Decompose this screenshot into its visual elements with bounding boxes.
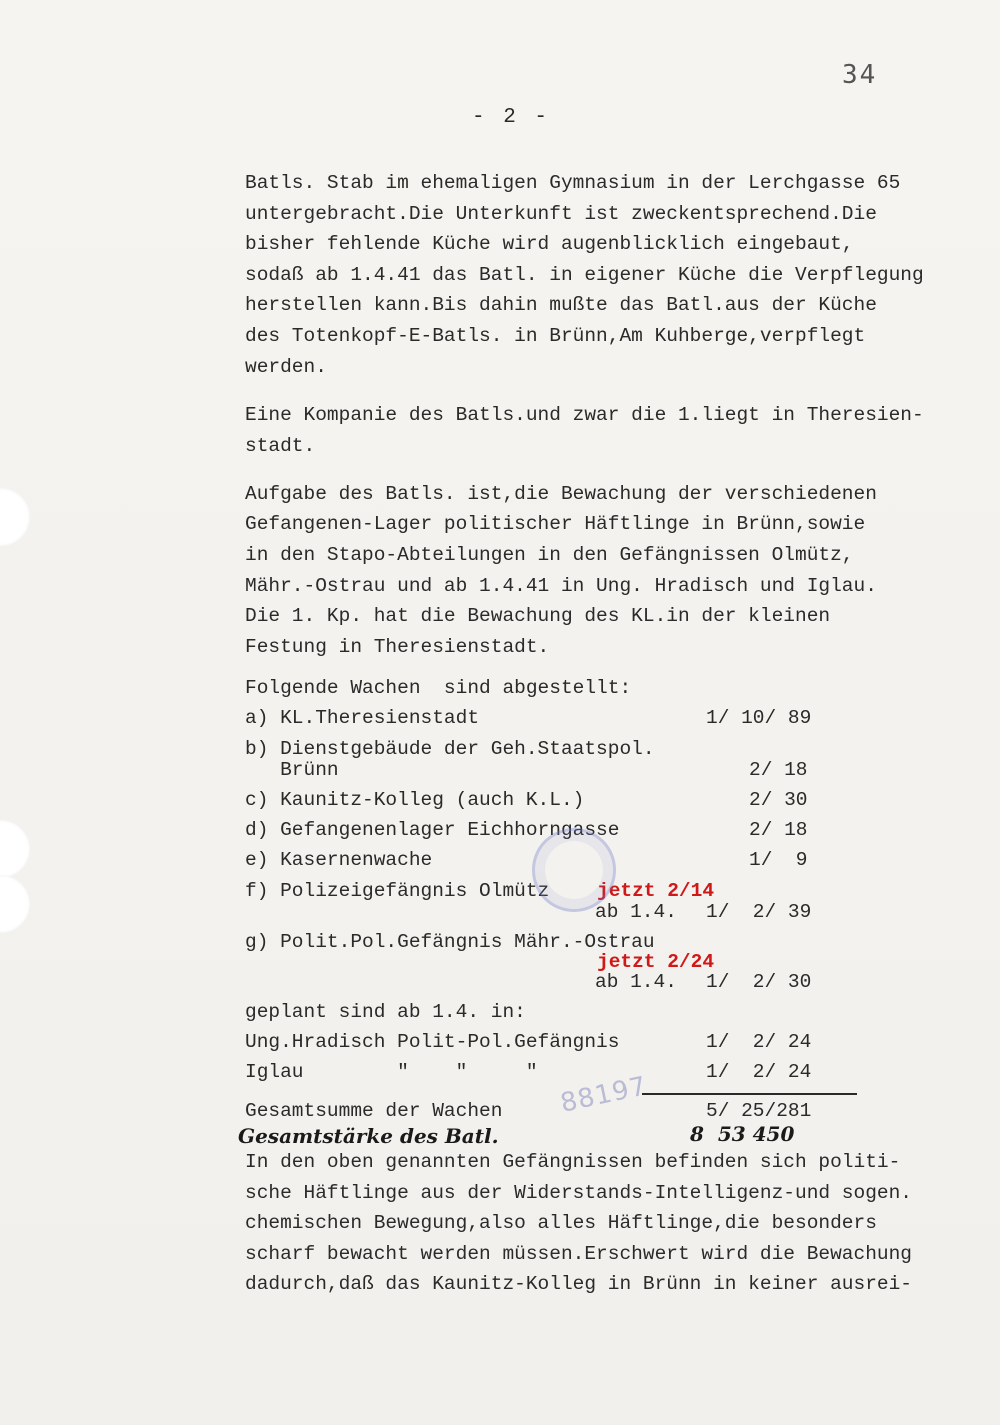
text-line: Die 1. Kp. hat die Bewachung des KL.in der kleinen xyxy=(245,605,831,627)
planned-label: Iglau " " " xyxy=(245,1061,538,1083)
handwritten-correction: jetzt 2/14 xyxy=(597,880,715,902)
handwritten-correction: jetzt 2/24 xyxy=(597,951,715,973)
guard-label: g) Polit.Pol.Gefängnis Mähr.-Ostrau xyxy=(245,931,655,953)
archive-stamp xyxy=(532,828,616,912)
text-line: Batls. Stab im ehemaligen Gymnasium in der Lerchgasse 65 xyxy=(245,172,901,194)
handwritten-total: 8 53 450 xyxy=(690,1122,795,1146)
text-line: bisher fehlende Küche wird augenblicklich eingebaut, xyxy=(245,233,854,255)
guard-label: d) Gefangenenlager Eichhorngasse xyxy=(245,819,620,841)
planned-heading: geplant sind ab 1.4. in: xyxy=(245,1001,526,1023)
text-line: Aufgabe des Batls. ist,die Bewachung der verschiedenen xyxy=(245,483,877,505)
text-line: chemischen Bewegung,also alles Häftlinge,die besonders xyxy=(245,1212,877,1234)
text-line: Eine Kompanie des Batls.und zwar die 1.liegt in Theresien- xyxy=(245,404,924,426)
guard-label: b) Dienstgebäude der Geh.Staatspol. xyxy=(245,738,655,760)
text-line: Mähr.-Ostrau und ab 1.4.41 in Ung. Hradisch und Iglau. xyxy=(245,575,877,597)
punch-hole xyxy=(0,875,30,933)
guards-heading: Folgende Wachen sind abgestellt: xyxy=(245,677,632,699)
text-line: werden. xyxy=(245,356,327,378)
planned-value: 1/ 2/ 24 xyxy=(706,1061,812,1083)
text-line: herstellen kann.Bis dahin mußte das Batl.aus der Küche xyxy=(245,294,877,316)
page-number: - 2 - xyxy=(472,106,551,129)
planned-value: 1/ 2/ 24 xyxy=(706,1031,812,1053)
text-line: sche Häftlinge aus der Widerstands-Intelligenz-und sogen. xyxy=(245,1182,913,1204)
guard-value: 1/ 2/ 39 xyxy=(706,901,812,923)
guard-from-date: ab 1.4. xyxy=(595,901,677,923)
guard-value: 2/ 30 xyxy=(749,789,808,811)
planned-label: Ung.Hradisch Polit-Pol.Gefängnis xyxy=(245,1031,620,1053)
punch-hole xyxy=(0,820,30,878)
guard-label: Brünn xyxy=(245,759,339,781)
text-line: stadt. xyxy=(245,435,316,457)
text-line: des Totenkopf-E-Batls. in Brünn,Am Kuhberge,verpflegt xyxy=(245,325,866,347)
guard-value: 1/ 2/ 30 xyxy=(706,971,812,993)
guard-value: 1/ 9 xyxy=(749,849,808,871)
guard-value: 2/ 18 xyxy=(749,759,808,781)
handwritten-note: Gesamtstärke des Batl. xyxy=(238,1124,499,1148)
total-label: Gesamtsumme der Wachen xyxy=(245,1100,503,1122)
text-line: Festung in Theresienstadt. xyxy=(245,636,550,658)
sum-rule xyxy=(642,1093,857,1095)
text-line: untergebracht.Die Unterkunft ist zweckentsprechend.Die xyxy=(245,203,877,225)
guard-value: 2/ 18 xyxy=(749,819,808,841)
text-line: Gefangenen-Lager politischer Häftlinge in Brünn,sowie xyxy=(245,513,866,535)
guard-value: 1/ 10/ 89 xyxy=(706,707,812,729)
total-value: 5/ 25/281 xyxy=(706,1100,812,1122)
text-line: dadurch,daß das Kaunitz-Kolleg in Brünn in keiner ausrei- xyxy=(245,1273,913,1295)
folio-number: 34 xyxy=(842,60,878,90)
text-line: in den Stapo-Abteilungen in den Gefängnissen Olmütz, xyxy=(245,544,854,566)
guard-from-date: ab 1.4. xyxy=(595,971,677,993)
guard-label: a) KL.Theresienstadt xyxy=(245,707,480,729)
guard-label: c) Kaunitz-Kolleg (auch K.L.) xyxy=(245,789,585,811)
punch-hole xyxy=(0,488,30,546)
text-line: scharf bewacht werden müssen.Erschwert wird die Bewachung xyxy=(245,1243,913,1265)
guard-label: e) Kasernenwache xyxy=(245,849,433,871)
archive-stamp-number: 88197 xyxy=(557,1071,650,1119)
guard-label: f) Polizeigefängnis Olmütz xyxy=(245,880,550,902)
text-line: In den oben genannten Gefängnissen befinden sich politi- xyxy=(245,1151,901,1173)
text-line: sodaß ab 1.4.41 das Batl. in eigener Küche die Verpflegung xyxy=(245,264,924,286)
